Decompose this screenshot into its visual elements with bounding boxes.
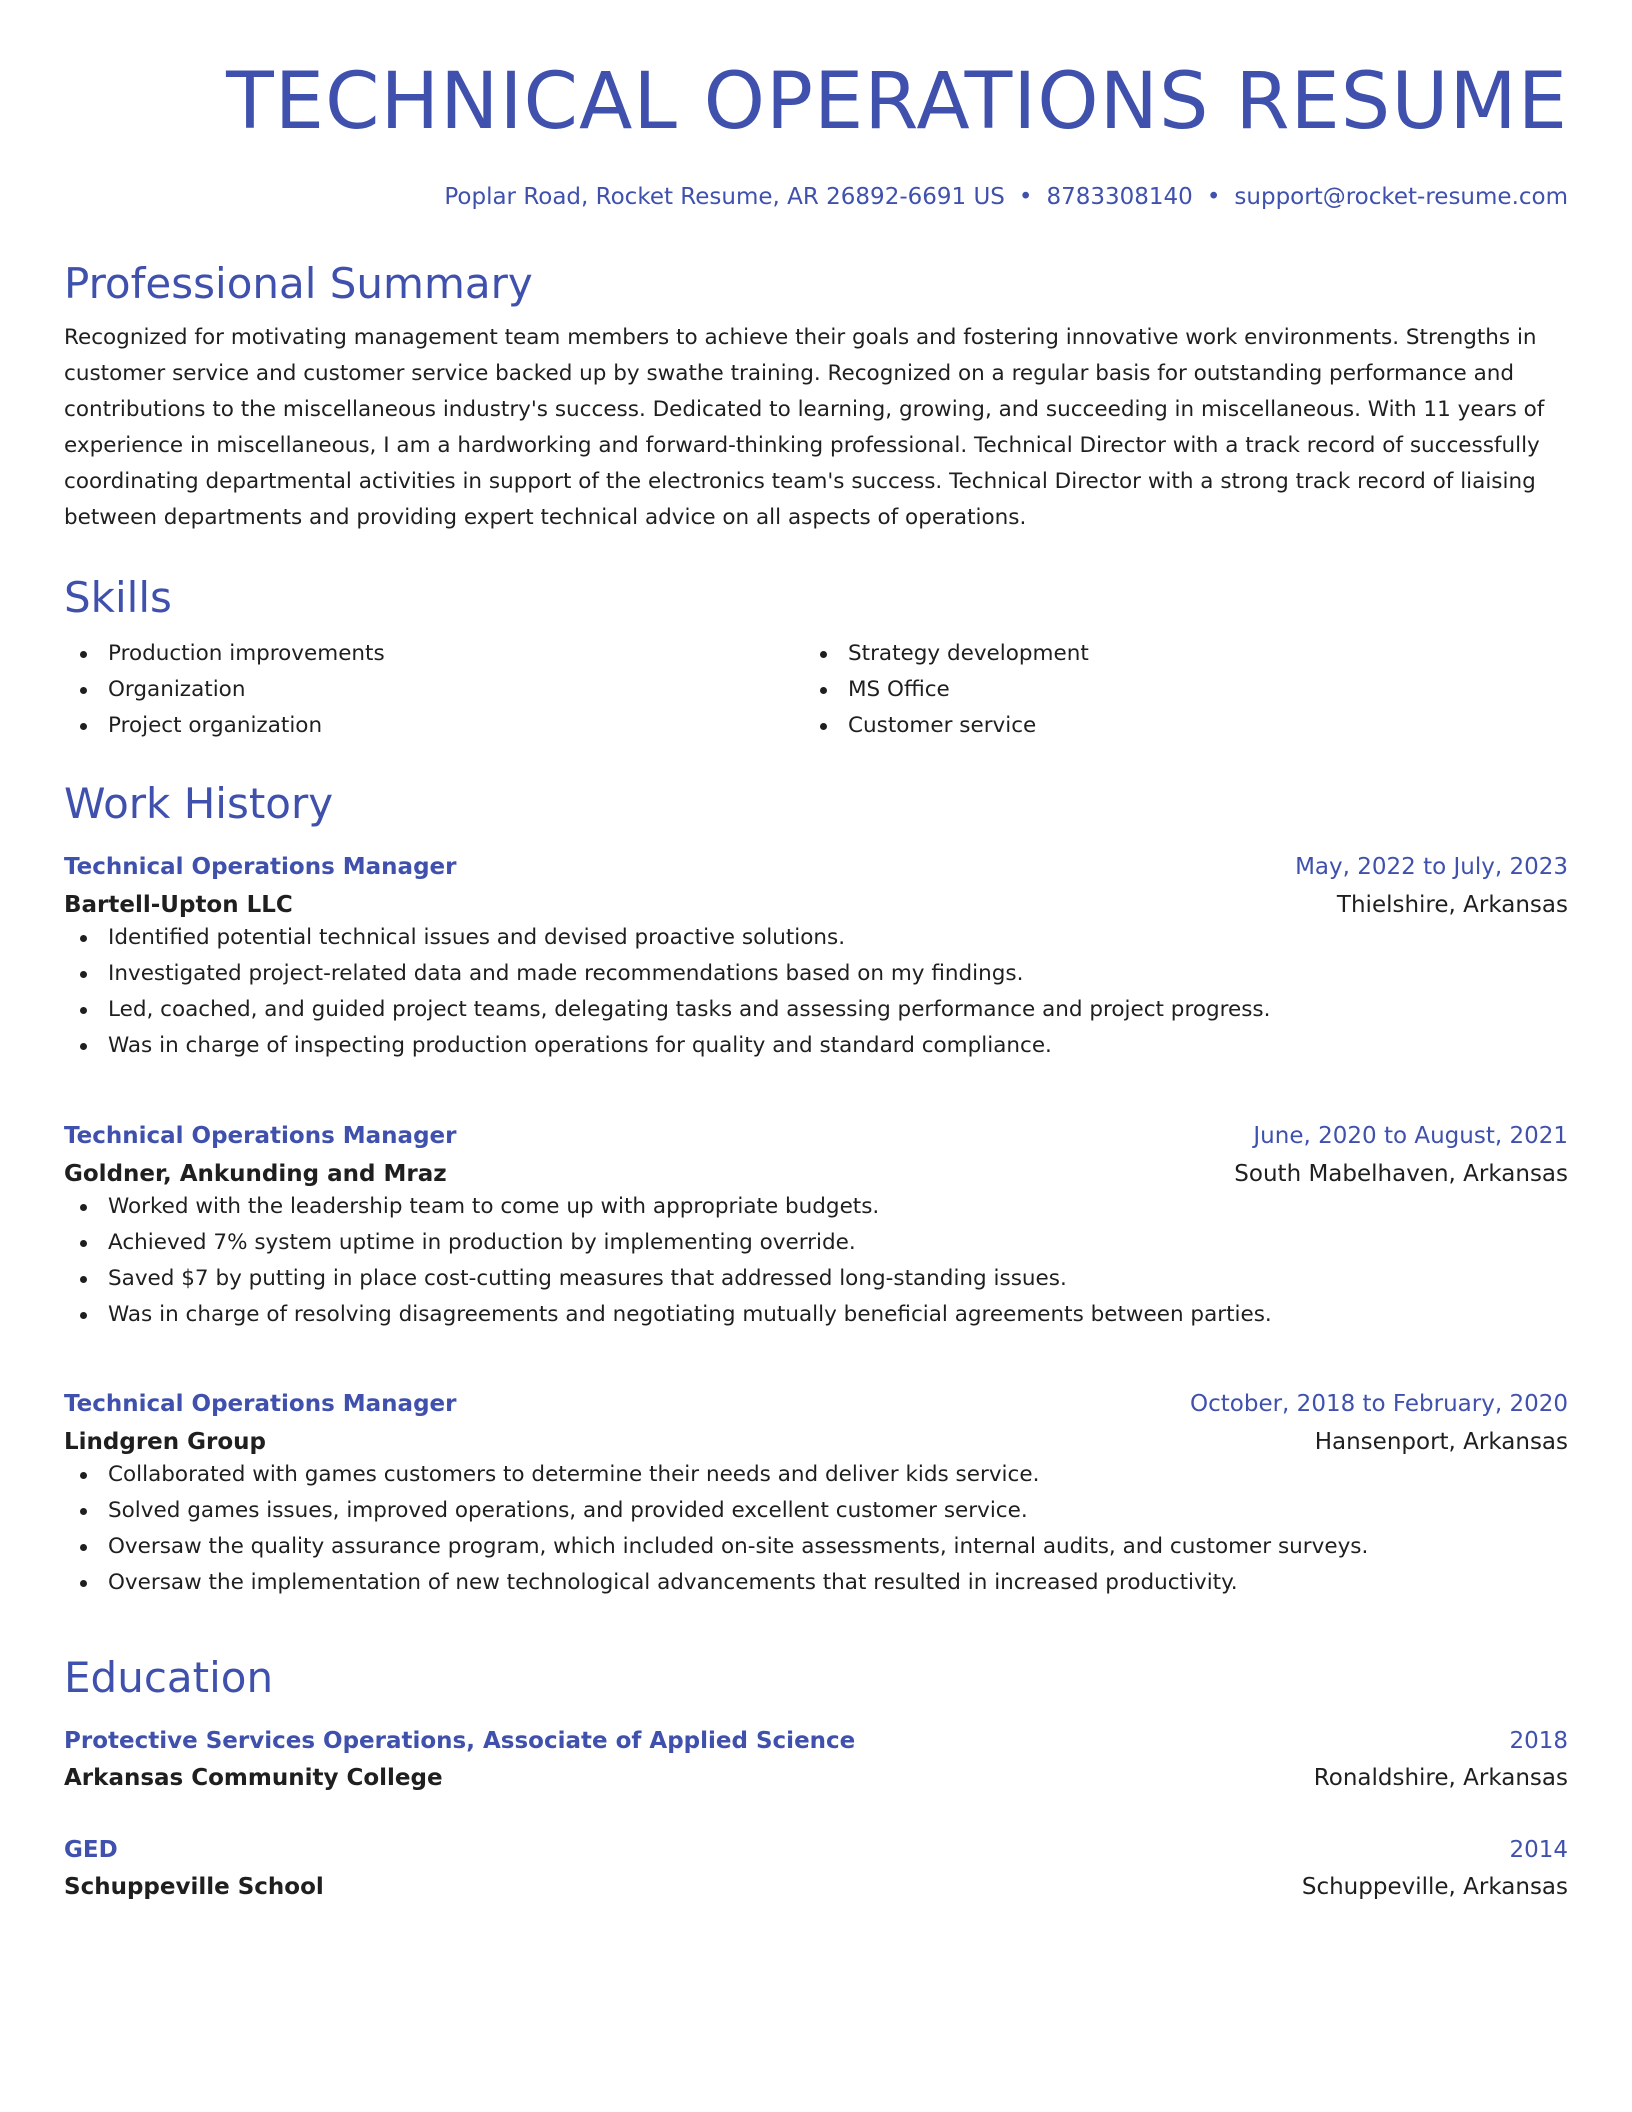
bullet-dot (80, 1276, 87, 1283)
job-dates: October, 2018 to February, 2020 (1190, 1391, 1568, 1417)
bullet-dot (80, 1240, 87, 1247)
job-bullet (64, 920, 1568, 956)
education-header-row (64, 1726, 1568, 1756)
job-bullet-text: Achieved 7% system uptime in production by implementing override. (108, 1230, 856, 1255)
skill-item (64, 708, 804, 744)
job-bullet-text: Saved $7 by putting in place cost-cutting measures that addressed long-standing issues. (108, 1266, 1067, 1291)
education-heading-wrap (64, 1652, 1568, 1704)
job-location: Thielshire, Arkansas (1336, 892, 1568, 918)
skills-list-right (804, 636, 1544, 744)
job-entry (64, 1121, 1568, 1333)
job-bullet (64, 956, 1568, 992)
education-school-row (64, 1763, 1568, 1793)
job-bullet (64, 992, 1568, 1028)
job-bullet (64, 1529, 1568, 1565)
job-bullet (64, 1225, 1568, 1261)
education-location: Schuppeville, Arkansas (1301, 1874, 1568, 1900)
work-history-heading-wrap (64, 778, 1568, 830)
skills-list-left (64, 636, 804, 744)
education-year: 2018 (1509, 1728, 1568, 1754)
skill-item (64, 672, 804, 708)
job-bullet (64, 1565, 1568, 1601)
education-location: Ronaldshire, Arkansas (1313, 1765, 1568, 1791)
job-bullets (64, 1189, 1568, 1333)
job-bullet (64, 1189, 1568, 1225)
education-entry (64, 1835, 1568, 1902)
summary-heading: Professional Summary (64, 259, 533, 308)
education-entry (64, 1726, 1568, 1793)
job-bullets (64, 1457, 1568, 1601)
job-company-row (64, 890, 1568, 920)
education-school: Schuppeville School (64, 1874, 324, 1900)
job-bullet-text: Identified potential technical issues and devised proactive solutions. (108, 925, 846, 950)
resume-title: TECHNICAL OPERATIONS RESUME (226, 57, 1568, 147)
skill-item (804, 636, 1544, 672)
bullet-dot (80, 1007, 87, 1014)
job-bullet-text: Collaborated with games customers to determine their needs and deliver kids service. (108, 1462, 1040, 1487)
bullet-dot (80, 1544, 87, 1551)
bullet-dot (80, 651, 87, 658)
education-school-row (64, 1872, 1568, 1902)
job-bullet-text: Oversaw the implementation of new technological advancements that resulted in increased productivity. (108, 1570, 1238, 1595)
bullet-dot (80, 687, 87, 694)
bullet-dot (80, 1043, 87, 1050)
bullet-dot (80, 971, 87, 978)
job-company: Bartell-Upton LLC (64, 892, 293, 918)
job-location: Hansenport, Arkansas (1314, 1429, 1568, 1455)
contact-email[interactable]: support@rocket-resume.com (1234, 184, 1568, 210)
summary-text: Recognized for motivating management team members to achieve their goals and fostering innovative work environments. Strengths in customer service and customer service backed up by swathe training. Recognized on a regular basis for outstanding performance and contributions to the miscellaneous industry's success. Dedicated to learning, growing, and succeeding in miscellaneous. With 11 years of experience in miscellaneous, I am a hardworking and forward-thinking professional. Technical Director with a track record of successfully coordinating departmental activities in support of the electronics team's success. Technical Director with a strong track record of liaising between departments and providing expert technical advice on all aspects of operations. (64, 325, 1545, 530)
bullet-dot (820, 651, 827, 658)
bullet-dot (80, 1204, 87, 1211)
skill-label: MS Office (848, 677, 950, 702)
contact-line (444, 182, 1568, 212)
job-entry (64, 1389, 1568, 1601)
job-title: Technical Operations Manager (64, 854, 457, 880)
job-bullet-text: Investigated project-related data and made recommendations based on my findings. (108, 961, 1024, 986)
skills-grid (64, 636, 1568, 744)
skills-section (64, 572, 1568, 744)
skill-label: Customer service (848, 713, 1037, 738)
job-header-row (64, 852, 1568, 882)
job-location: South Mabelhaven, Arkansas (1234, 1161, 1568, 1187)
contact-separator: • (1018, 184, 1033, 210)
education-header-row (64, 1835, 1568, 1865)
bullet-dot (820, 687, 827, 694)
job-bullet (64, 1261, 1568, 1297)
bullet-dot (80, 935, 87, 942)
job-bullet (64, 1493, 1568, 1529)
job-bullets (64, 920, 1568, 1064)
job-bullet-text: Oversaw the quality assurance program, which included on-site assessments, internal audits, and customer surveys. (108, 1534, 1369, 1559)
skill-item (804, 672, 1544, 708)
job-bullet-text: Solved games issues, improved operations, and provided excellent customer service. (108, 1498, 1028, 1523)
job-header-row (64, 1389, 1568, 1419)
job-bullet-text: Was in charge of inspecting production operations for quality and standard compliance. (108, 1033, 1052, 1058)
skill-label: Strategy development (848, 641, 1089, 666)
education-degree: GED (64, 1837, 118, 1863)
job-bullet-text: Led, coached, and guided project teams, delegating tasks and assessing performance and project progress. (108, 997, 1271, 1022)
job-header-row (64, 1121, 1568, 1151)
education-year: 2014 (1509, 1837, 1568, 1863)
bullet-dot (80, 723, 87, 730)
job-bullet-text: Was in charge of resolving disagreements and negotiating mutually beneficial agreements between parties. (108, 1302, 1272, 1327)
job-bullet (64, 1297, 1568, 1333)
education-heading: Education (64, 1653, 274, 1702)
job-bullet-text: Worked with the leadership team to come up with appropriate budgets. (108, 1194, 880, 1219)
job-company-row (64, 1427, 1568, 1457)
bullet-dot (80, 1472, 87, 1479)
bullet-dot (80, 1312, 87, 1319)
job-entry (64, 852, 1568, 1064)
skill-item (804, 708, 1544, 744)
contact-phone: 8783308140 (1046, 184, 1193, 210)
job-title: Technical Operations Manager (64, 1123, 457, 1149)
job-company: Lindgren Group (64, 1429, 267, 1455)
contact-separator: • (1206, 184, 1221, 210)
education-school: Arkansas Community College (64, 1765, 443, 1791)
job-dates: May, 2022 to July, 2023 (1295, 854, 1568, 880)
bullet-dot (820, 723, 827, 730)
job-company-row (64, 1159, 1568, 1189)
bullet-dot (80, 1508, 87, 1515)
contact-address: Poplar Road, Rocket Resume, AR 26892-6691 US (444, 184, 1005, 210)
education-degree: Protective Services Operations, Associate of Applied Science (64, 1728, 856, 1754)
work-history-heading: Work History (64, 779, 334, 828)
skill-item (64, 636, 804, 672)
job-bullet (64, 1028, 1568, 1064)
skills-heading: Skills (64, 573, 172, 622)
bullet-dot (80, 1580, 87, 1587)
skill-label: Production improvements (108, 641, 385, 666)
job-bullet (64, 1457, 1568, 1493)
skill-label: Organization (108, 677, 246, 702)
summary-section (64, 258, 1568, 536)
job-dates: June, 2020 to August, 2021 (1253, 1123, 1568, 1149)
skill-label: Project organization (108, 713, 323, 738)
job-title: Technical Operations Manager (64, 1391, 457, 1417)
job-company: Goldner, Ankunding and Mraz (64, 1161, 447, 1187)
